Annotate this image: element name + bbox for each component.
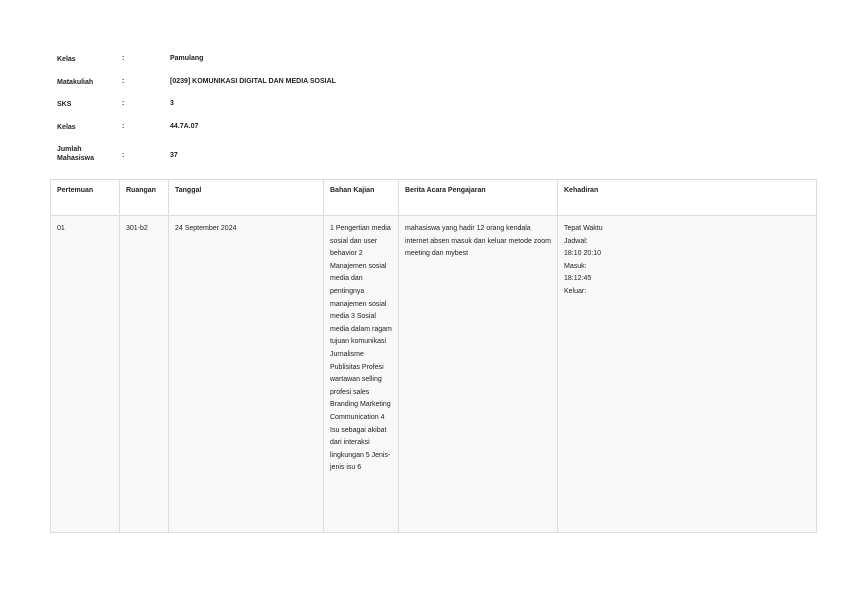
sks-value: 3 xyxy=(170,100,174,107)
kehadiran-masuk-label: Masuk: xyxy=(564,262,587,270)
separator: : xyxy=(122,152,125,159)
separator: : xyxy=(122,123,125,130)
cell-berita-acara: mahasiswa yang hadir 12 orang kendala internet absen masuk dan keluar metode zoom meeting dan mybest xyxy=(399,216,558,533)
kehadiran-jadwal-label: Jadwal: xyxy=(564,237,588,245)
kelas-code-value: 44.7A.07 xyxy=(170,123,199,130)
table-row xyxy=(51,216,817,533)
kelas-code-label: Kelas xyxy=(57,124,76,131)
cell-pertemuan: 01 xyxy=(51,216,120,533)
cell-bahan-kajian: 1 Pengertian media sosial dan user behavior 2 Manajemen sosial media dan pentingnya manajemen sosial media 3 Sosial media dalam ragam tujuan komunikasi Jurnalisme Publisitas Profesi wartawan selling profesi sales Branding Marketing Communication 4 Isu sebagai akibat dari interaksi lingkungan 5 Jenis-jenis isu 6 xyxy=(324,216,399,533)
header-kehadiran: Kehadiran xyxy=(558,180,817,216)
kelas-value: Pamulang xyxy=(170,55,204,62)
separator: : xyxy=(122,100,125,107)
header-ruangan: Ruangan xyxy=(120,180,169,216)
attendance-table xyxy=(50,179,817,533)
jumlah-label: Jumlah Mahasiswa xyxy=(57,146,94,162)
header-berita-acara: Berita Acara Pengajaran xyxy=(399,180,558,216)
cell-kehadiran xyxy=(558,216,817,533)
matakuliah-label: Matakuliah xyxy=(57,79,94,86)
header-pertemuan: Pertemuan xyxy=(51,180,120,216)
cell-tanggal: 24 September 2024 xyxy=(169,216,324,533)
jumlah-value: 37 xyxy=(170,152,178,159)
kehadiran-jadwal-time: 18:10 20:10 xyxy=(564,250,601,258)
header-bahan-kajian: Bahan Kajian xyxy=(324,180,399,216)
header-tanggal: Tanggal xyxy=(169,180,324,216)
kehadiran-status: Tepat Waktu xyxy=(564,225,603,232)
table-header-row xyxy=(51,180,817,216)
matakuliah-value: [0239] KOMUNIKASI DIGITAL DAN MEDIA SOSIAL xyxy=(170,78,336,85)
cell-ruangan: 301-b2 xyxy=(120,216,169,533)
kehadiran-keluar-label: Keluar: xyxy=(564,287,587,295)
kelas-label: Kelas xyxy=(57,56,76,63)
separator: : xyxy=(122,78,125,85)
kehadiran-masuk-time: 18:12:45 xyxy=(564,275,592,283)
sks-label: SKS xyxy=(57,101,72,108)
separator: : xyxy=(122,55,125,62)
